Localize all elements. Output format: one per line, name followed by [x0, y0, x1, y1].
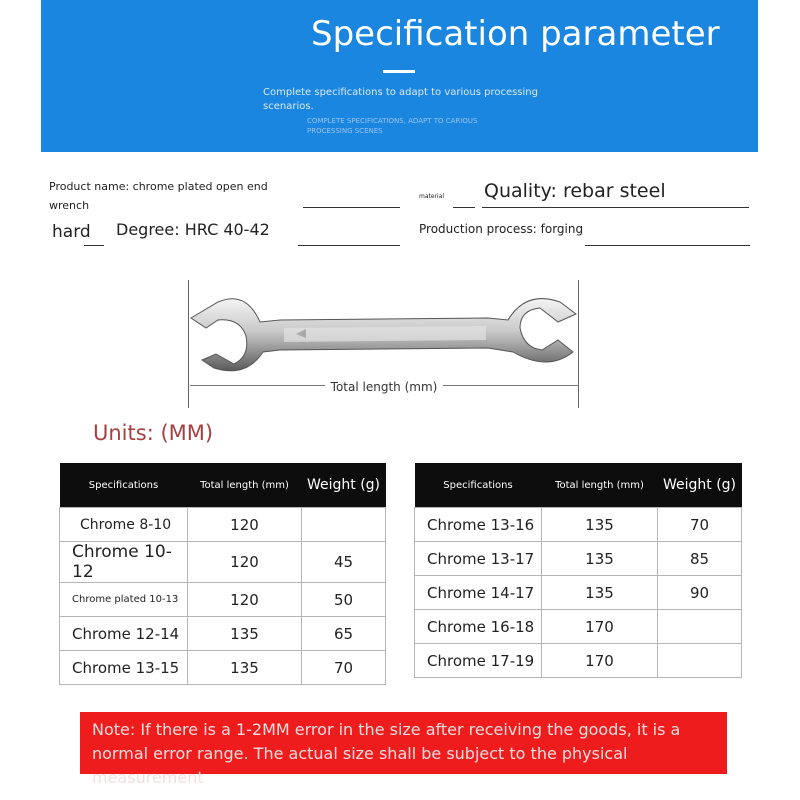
- length-cell: 135: [542, 542, 658, 576]
- banner-subtitle: Complete specifications to adapt to various processing scenarios.: [263, 87, 538, 112]
- hard-line: [84, 245, 104, 246]
- spec-cell: Chrome 13-15: [60, 651, 188, 685]
- weight-cell: [302, 508, 386, 542]
- table-row: [415, 542, 742, 576]
- table-row: [60, 508, 386, 542]
- col-header-total-length: Total length (mm): [542, 463, 658, 508]
- banner-subtitle-caps: COMPLETE SPECIFICATIONS, ADAPT TO CARIOUS PROCESSING SCENES: [307, 117, 478, 135]
- spec-cell: Chrome plated 10-13: [60, 583, 188, 617]
- process-text: Production process: forging: [419, 222, 584, 236]
- weight-cell: [658, 610, 742, 644]
- length-cell: 135: [542, 508, 658, 542]
- col-header-specifications: Specifications: [415, 463, 542, 508]
- table-row: [415, 610, 742, 644]
- length-cell: 135: [188, 617, 302, 651]
- table-row: [415, 508, 742, 542]
- process-line: [585, 245, 750, 246]
- spec-cell: Chrome 13-16: [415, 508, 542, 542]
- weight-cell: 70: [658, 508, 742, 542]
- table-row: [60, 583, 386, 617]
- hard-label: hard: [52, 222, 91, 242]
- weight-cell: 65: [302, 617, 386, 651]
- col-header-weight: Weight (g): [302, 463, 386, 508]
- length-cell: 120: [188, 542, 302, 583]
- length-cell: 170: [542, 644, 658, 678]
- spec-cell: Chrome 10-12: [60, 542, 188, 583]
- title-underline: [383, 70, 415, 73]
- quality-text: Quality: rebar steel: [484, 180, 666, 202]
- table-row: [60, 651, 386, 685]
- length-cell: 120: [188, 508, 302, 542]
- length-cell: 170: [542, 610, 658, 644]
- spec-cell: Chrome 17-19: [415, 644, 542, 678]
- spec-cell: Chrome 13-17: [415, 542, 542, 576]
- spec-table-left: [59, 463, 386, 685]
- quality-line: [482, 207, 749, 208]
- col-header-weight: Weight (g): [658, 463, 742, 508]
- material-line: [453, 207, 475, 208]
- spec-cell: Chrome 8-10: [60, 508, 188, 542]
- weight-cell: 50: [302, 583, 386, 617]
- degree-text: Degree: HRC 40-42: [116, 220, 270, 239]
- spec-table-right: [414, 463, 742, 678]
- total-length-label: Total length (mm): [325, 380, 444, 394]
- wrench-diagram: [188, 280, 580, 408]
- table-row: [60, 542, 386, 583]
- units-label: Units: (MM): [93, 421, 214, 445]
- page-title: Specification parameter: [311, 14, 720, 54]
- weight-cell: 70: [302, 651, 386, 685]
- weight-cell: [658, 644, 742, 678]
- col-header-total-length: Total length (mm): [188, 463, 302, 508]
- product-name-text: Product name: chrome plated open end wrench: [49, 180, 268, 212]
- col-header-specifications: Specifications: [60, 463, 188, 508]
- weight-cell: 85: [658, 542, 742, 576]
- spec-cell: Chrome 14-17: [415, 576, 542, 610]
- weight-cell: 90: [658, 576, 742, 610]
- table-row: [415, 576, 742, 610]
- material-label: material: [419, 193, 445, 200]
- degree-line: [298, 245, 400, 246]
- weight-cell: 45: [302, 542, 386, 583]
- table-row: [415, 644, 742, 678]
- spec-cell: Chrome 16-18: [415, 610, 542, 644]
- length-cell: 120: [188, 583, 302, 617]
- table-row: [60, 617, 386, 651]
- error-note: Note: If there is a 1-2MM error in the size after receiving the goods, it is a normal error range. The actual size shall be subject to the physical measurement: [80, 712, 727, 774]
- spec-cell: Chrome 12-14: [60, 617, 188, 651]
- length-cell: 135: [542, 576, 658, 610]
- length-cell: 135: [188, 651, 302, 685]
- wrench-image: [188, 280, 580, 380]
- product-name-line: [303, 207, 400, 208]
- header-banner: [41, 0, 758, 152]
